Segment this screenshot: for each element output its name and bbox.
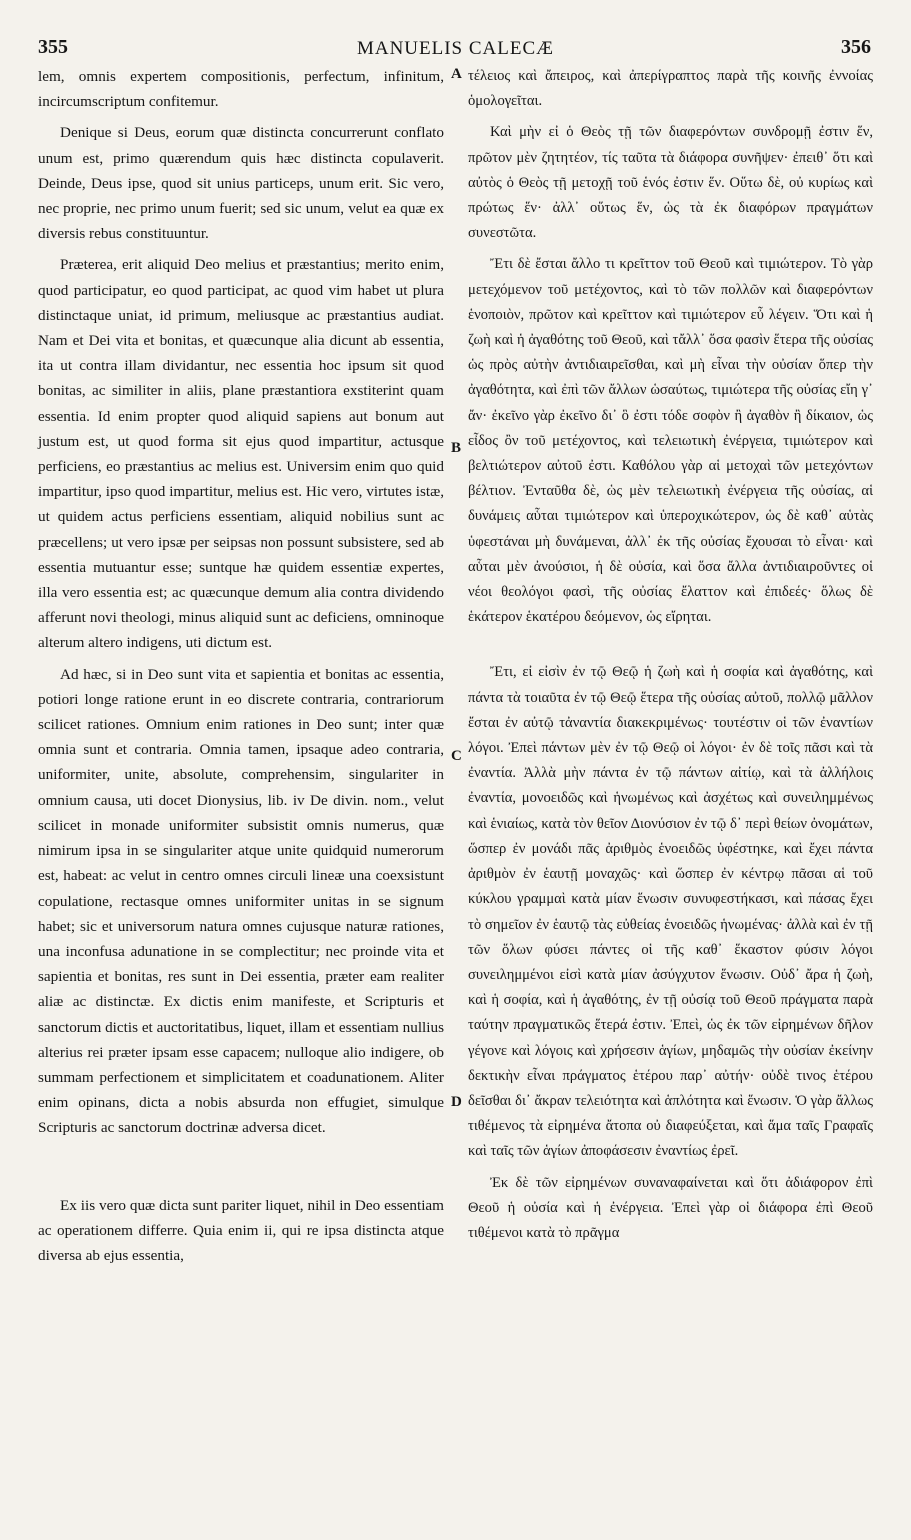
paragraph-gap [468,636,873,660]
latin-paragraph: lem, omnis expertem compositionis, perfectum, infinitum, incircumscriptum confitemur. [38,68,444,111]
greek-paragraph: τέλειος καὶ ἄπειρος, καὶ ἀπερίγραπτος παρὰ τῆς κοινῆς ἐννοίας ὁμολογεῖται. [468,68,873,110]
margin-marker-c: C [451,748,462,764]
latin-paragraph: Ex iis vero quæ dicta sunt pariter liquet, nihil in Deo essentiam ac operationem differre. Quia enim ii, qui re ipsa distincta atque diversa ab ejus essentia, [38,1196,444,1264]
margin-marker-a: A [451,66,462,82]
greek-paragraph: Καὶ μὴν εἰ ὁ Θεὸς τῇ τῶν διαφερόντων συνδρομῇ ἐστιν ἕν, πρῶτον μὲν ζητητέον, τίς ταῦτα τὰ διάφορα συνῆψεν· ἐπειθ᾽ ὅτι καὶ αὐτὸς ὁ Θεὸς τῇ μετοχῇ τοῦ ἑνός ἐστιν ἕν. Οὕτω δὲ, οὐ κυρίως καὶ πρώτως ἕν· ἀλλ᾽ οὕτως ἕν, ὡς τὰ ἐκ διαφόρων πραγμάτων συνεστῶτα. [468,124,873,242]
margin-marker-d: D [451,1094,462,1110]
latin-column [38,64,444,1274]
page-number-left: 355 [38,36,68,58]
latin-paragraph: Præterea, erit aliquid Deo melius et præstantius; merito enim, quod participatur, eo quod participat, ac quod vim habet ut plura distinctaque uniat, id primum, meliusque ac præstantius audiat. Nam et Dei vita et bonitas, et quæcunque alia dicunt ab essentia, ita ut contra illam dividantur, nec essentia hoc ipsum sit quod bonitas, ac similiter in aliis, plane præstantiora exstiterint quam essentia. Id enim propter quod aliquid sapiens aut bonum aut justum est, ut quod forma sit ejus quod impartitur, actusque perficiens, eo præstantius ac melius est. Universim enim quo quid impartitur, ipso quod impartitur, melius est. Hic vero, virtutes istæ, ut quidem actus perficiens essentiam, aliquid nobilius sunt ac præcellens; ut vero ipsæ per seipsas non possunt subsistere, sed ab essentia mutuantur esse; suntque hæ quidem essentiæ expertes, illa vero essentia est; ac quæcunque demum alia contra dividendo afferunt novi theologi, minus aliquid sunt ac deficiens, omninoque alterum altero indigens, uti dictum est. [38,256,444,652]
page-number-right: 356 [841,36,871,58]
paragraph-gap [38,1147,444,1193]
latin-paragraph: Ad hæc, si in Deo sunt vita et sapientia et bonitas ac essentia, potiori longe ratione erunt in eo discrete contraria, contrariorum scilicet rationes. Omnium enim rationes in Deo sunt; inter quæ omnia sunt et contraria. Omnia tamen, ipsaque adeo contraria, uniformiter, unite, absolute, comprehensim, singulariter in omnium causa, uti docet Dionysius, lib. iv De divin. nom., velut scilicet in monade uniformiter subsistit omnis numerus, quæ nimirum ipsa in se singulariter atque unite quidquid numerorum est, habeat: ac velut in centro omnes circuli lineæ una coexsistunt copulatione, rectasque omnes uniformiter unitas in se signum habet; sic et universorum natura omnes cujusque naturæ rationes, una inconfusa adunatione in se complectitur; nec proinde vita et sapientia et bonitas, res sunt in Dei essentia, præter eam realiter aliæ ac distinctæ. Ex dictis enim manifeste, et Scripturis et sanctorum dictis et auctoritatibus, liquet, illam et essentiam nullius alterius rei præter ipsam esse capacem; nulloque alio indigere, ob summam perfectionem et simplicitatem et coadunationem. Aliter enim opinans, dicta a nobis absurda non effugiet, simulque Scripturis ac sanctorum doctrinæ adversa dicet. [38,665,444,1137]
greek-column [468,64,873,1252]
margin-marker-b: B [451,440,462,456]
latin-paragraph: Denique si Deus, eorum quæ distincta concurrerunt conflato unum est, primo quærendum quis hæc distincta copulaverit. Deinde, Deus ipse, quod sit unius particeps, unum erit. Sic vero, nec proprie, nec primo unum fuerit; sed sic unum, velut ea quæ ex diversis rebus constituuntur. [38,124,444,243]
running-header [0,36,911,64]
running-title: MANUELIS CALECÆ [356,38,555,59]
greek-paragraph: Ἔτι, εἰ εἰσὶν ἐν τῷ Θεῷ ἡ ζωὴ καὶ ἡ σοφία καὶ ἀγαθότης, καὶ πάντα τὰ τοιαῦτα ἐν τῷ Θεῷ ἕτερα τῆς οὐσίας αὐτοῦ, πολλῷ μᾶλλον ἔσται ἐν αὐτῷ τἀναντία διακεκριμένως· τουτέστιν οἱ τῶν ἐναντίων λόγοι. Ἐπεὶ πάντων μὲν ἐν τῷ Θεῷ οἱ λόγοι· ἐν δὲ τοῖς πᾶσι καὶ τὰ ἐναντία. Ἀλλὰ μὴν πάντα ἐν τῷ πάντων αἰτίῳ, καὶ τὰ ἀλλήλοις ἐναντία, μονοειδῶς καὶ ἡνωμένως καὶ ἀσχέτως καὶ συνειλημμένως καὶ ἑνιαίως, κατὰ τὸν θεῖον Διονύσιον ἐν τῷ δ᾽ περὶ θείων ὀνομάτων, ὥσπερ ἐν μονάδι πᾶς ἀριθμὸς ἑνοειδῶς ὑφέστηκε, καὶ ἔχει πάντα ἀριθμὸν ἐν ἑαυτῇ μοναχῶς· καὶ ὥσπερ ἐν κέντρῳ πᾶσαι αἱ τοῦ κύκλου γραμμαὶ κατὰ μίαν ἕνωσιν συνυφεστήκασι, καὶ πάσας ἔχει τὸ σημεῖον ἐν ἑαυτῷ τὰς εὐθείας ἑνοειδῶς ἡνωμένας· ἀλλὰ καὶ ἐν τῇ τῶν ὅλων φύσει πάντες οἱ τῆς καθ᾽ ἕκαστον φύσιν λόγοι συνειλημμένοι εἰσὶ κατὰ μίαν ἀσύγχυτον ἕνωσιν. Οὐδ᾽ ἄρα ἡ ζωὴ, καὶ ἡ σοφία, καὶ ἡ ἀγαθότης, ἐν τῇ οὐσίᾳ τοῦ Θεοῦ πράγματα παρὰ ταύτην πραγματικῶς ἕτερά ἐστιν. Ἐπεὶ, ὡς ἐκ τῶν εἰρημένων δῆλον γέγονε καὶ λόγοις καὶ χρήσεσιν ἁγίων, μηδαμῶς τὴν οὐσίαν ἐκείνην δεκτικὴν εἶναι πράγματος ἑτέρου παρ᾽ αὐτήν· οὐδὲ τινος ἑτέρου δεῖσθαι δι᾽ ἄκραν τελειότητα καὶ ἁπλότητα καὶ ἕνωσιν. Ὁ γὰρ ἄλλως τιθέμενος τὰ εἰρημένα ἄτοπα οὐ διαφεύξεται, καὶ ἅμα ταῖς Γραφαῖς καὶ ταῖς τῶν ἁγίων ἀποφάσεσιν ἐναντίως ἐρεῖ. [468,664,873,1160]
greek-paragraph: Ἐκ δὲ τῶν εἰρημένων συναναφαίνεται καὶ ὅτι ἀδιάφορον ἐπὶ Θεοῦ ἡ οὐσία καὶ ἡ ἐνέργεια. Ἐπεὶ γὰρ οἱ διάφορα ἐπὶ Θεοῦ τιθέμενοι κατὰ τὸ πρᾶγμα [468,1174,873,1241]
greek-paragraph: Ἔτι δὲ ἔσται ἄλλο τι κρεῖττον τοῦ Θεοῦ καὶ τιμιώτερον. Τὸ γὰρ μετεχόμενον τοῦ μετέχοντος, καὶ τὸ τῶν πολλῶν καὶ διαφερόντων ἑνοποιὸν, πρῶτον καὶ κρεῖττον καὶ τιμιώτερον εὖ λέγειν. Ὅτι καὶ ἡ ζωὴ καὶ ἡ ἀγαθότης τοῦ Θεοῦ, καὶ τἄλλ᾽ ὅσα φασὶν ἕτερα τῆς οὐσίας ὡς πρὸς αὐτὴν ἀντιδιαιρεῖσθαι, καὶ μὴ εἶναι τὴν οὐσίαν ὅπερ τὴν ἀγαθότητα, καὶ ἐπὶ τῶν ἄλλων ὡσαύτως, τιμιώτερα τῆς οὐσίας εἴη γ᾽ ἄν· ἐκεῖνο γὰρ ἐκεῖνο δι᾽ ὃ ἐστι τόδε σοφὸν ἢ ἀγαθὸν ἢ δίκαιον, ὡς εἶδος ὂν τοῦ μετέχοντος, καὶ τελειωτικὴ ἐνέργεια, τιμιώτερον καὶ βελτιώτερον αὐτοῦ ἐστι. Καθόλου γὰρ αἱ μετοχαὶ τῶν μετεχόντων βέλτιον. Ἐνταῦθα δὲ, ὡς μὲν τελειωτικὴ ἐνέργεια τῆς οὐσίας, αἱ δυνάμεις αὗται τιμιώτερον καὶ ὑπεροχικώτερον, ὡς δὲ καθ᾽ αὑτὰς ὑφεστάναι μὴ δυνάμεναι, ἀλλ᾽ ἐκ τῆς οὐσίας ἔχουσαι τὸ εἶναι· καὶ αὗται μὲν ἀνούσιοι, ἡ δὲ οὐσία, καὶ ὅσα ἄλλα ἀντιδιαιροῦντες οἱ νέοι θεολόγοι φασὶ, τῆς οὐσίας ἔλαττον καὶ ἐπιδεές· ὅλως δὲ ἑκάτερον ἑκατέρου δεόμενον, ὡς εἴρηται. [468,256,873,626]
